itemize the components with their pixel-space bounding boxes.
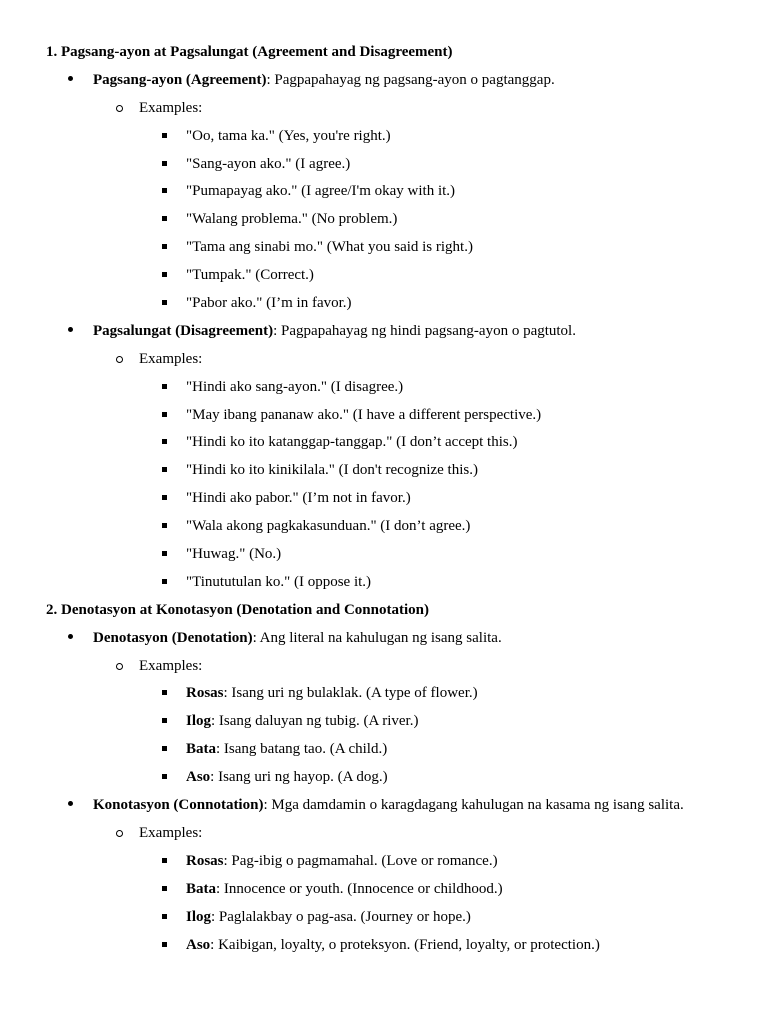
definition: : Pagpapahayag ng hindi pagsang-ayon o pagtutol.: [273, 322, 576, 339]
list-item: [0, 710, 768, 738]
list-item: [0, 822, 768, 850]
section-heading: [0, 599, 768, 627]
example-text: "Hindi ako sang-ayon." (I disagree.): [186, 378, 404, 395]
document-page: [0, 41, 768, 961]
example-text: "Hindi ako pabor." (I’m not in favor.): [186, 490, 411, 507]
definition: : Ang literal na kahulugan ng isang salita.: [252, 629, 502, 646]
bullet-square-icon: [162, 376, 167, 398]
list-item: [0, 571, 768, 599]
bullet-square-icon: [162, 571, 167, 593]
list-item: [0, 655, 768, 683]
example-text: : Isang daluyan ng tubig. (A river.): [211, 713, 419, 730]
list-item: [0, 69, 768, 97]
example-word: Bata: [186, 741, 216, 758]
list-item: [0, 236, 768, 264]
example-text: : Pag-ibig o pagmamahal. (Love or romance.): [223, 852, 498, 869]
example-text: "Walang problema." (No problem.): [186, 211, 398, 228]
term: Pagsalungat (Disagreement): [93, 322, 274, 339]
list-item: [0, 627, 768, 655]
section-heading: [0, 41, 768, 69]
list-item: [0, 208, 768, 236]
examples-label: Examples:: [139, 99, 203, 116]
bullet-square-icon: [162, 292, 167, 314]
example-word: Aso: [186, 936, 211, 953]
bullet-square-icon: [162, 153, 167, 175]
term: Pagsang-ayon (Agreement): [93, 71, 267, 88]
list-item: [0, 292, 768, 320]
example-text: : Innocence or youth. (Innocence or childhood.): [216, 880, 503, 897]
bullet-circle-icon: [116, 349, 123, 371]
bullet-circle-icon: [116, 656, 123, 678]
list-item: [0, 766, 768, 794]
bullet-square-icon: [162, 264, 167, 286]
example-word: Ilog: [186, 908, 212, 925]
list-item: [0, 376, 768, 404]
list-item: [0, 934, 768, 962]
example-text: "Tama ang sinabi mo." (What you said is right.): [186, 239, 473, 256]
example-text: "May ibang pananaw ako." (I have a different perspective.): [186, 406, 542, 423]
list-item: [0, 794, 768, 822]
bullet-square-icon: [162, 738, 167, 760]
list-item: [0, 543, 768, 571]
examples-label: Examples:: [139, 657, 203, 674]
bullet-square-icon: [162, 431, 167, 453]
examples-label: Examples:: [139, 824, 203, 841]
example-text: : Isang batang tao. (A child.): [216, 741, 388, 758]
bullet-square-icon: [162, 236, 167, 258]
example-word: Ilog: [186, 713, 212, 730]
example-text: : Kaibigan, loyalty, o proteksyon. (Friend, loyalty, or protection.): [210, 936, 600, 953]
list-item: [0, 153, 768, 181]
section-title: Pagsang-ayon at Pagsalungat (Agreement and Disagreement): [61, 44, 453, 60]
bullet-square-icon: [162, 208, 167, 230]
bullet-circle-icon: [116, 98, 123, 120]
bullet-square-icon: [162, 515, 167, 537]
example-text: : Isang uri ng hayop. (A dog.): [210, 769, 388, 786]
example-text: "Tinututulan ko." (I oppose it.): [186, 573, 372, 590]
list-item: [0, 515, 768, 543]
bullet-square-icon: [162, 459, 167, 481]
example-word: Rosas: [186, 852, 224, 869]
example-text: "Huwag." (No.): [186, 546, 282, 563]
definition: : Mga damdamin o karagdagang kahulugan na kasama ng isang salita.: [263, 797, 684, 814]
example-text: "Pumapayag ako." (I agree/I'm okay with it.): [186, 183, 456, 200]
bullet-square-icon: [162, 543, 167, 565]
bullet-disc-icon: [68, 627, 73, 649]
list-item: [0, 459, 768, 487]
list-item: [0, 180, 768, 208]
example-word: Aso: [186, 769, 211, 786]
bullet-disc-icon: [68, 320, 73, 342]
bullet-square-icon: [162, 404, 167, 426]
example-text: : Paglalakbay o pag-asa. (Journey or hope.): [211, 908, 471, 925]
bullet-square-icon: [162, 766, 167, 788]
bullet-square-icon: [162, 682, 167, 704]
example-text: : Isang uri ng bulaklak. (A type of flower.): [223, 685, 478, 702]
list-item: [0, 404, 768, 432]
example-text: "Oo, tama ka." (Yes, you're right.): [186, 127, 391, 144]
section-number: 2.: [46, 601, 58, 618]
example-text: "Hindi ko ito katanggap-tanggap." (I don’t accept this.): [186, 434, 518, 451]
term: Denotasyon (Denotation): [93, 629, 253, 646]
bullet-square-icon: [162, 125, 167, 147]
bullet-square-icon: [162, 906, 167, 928]
list-item: [0, 97, 768, 125]
example-word: Rosas: [186, 685, 224, 702]
list-item: [0, 738, 768, 766]
list-item: [0, 906, 768, 934]
list-item: [0, 431, 768, 459]
list-item: [0, 878, 768, 906]
bullet-disc-icon: [68, 69, 73, 91]
list-item: [0, 487, 768, 515]
example-text: "Wala akong pagkakasunduan." (I don’t agree.): [186, 518, 471, 535]
example-text: "Pabor ako." (I’m in favor.): [186, 295, 352, 312]
bullet-square-icon: [162, 180, 167, 202]
example-text: "Hindi ko ito kinikilala." (I don't recognize this.): [186, 462, 478, 479]
list-item: [0, 682, 768, 710]
bullet-circle-icon: [116, 823, 123, 845]
example-word: Bata: [186, 880, 216, 897]
bullet-square-icon: [162, 934, 167, 956]
bullet-square-icon: [162, 487, 167, 509]
section-title: Denotasyon at Konotasyon (Denotation and Connotation): [61, 601, 429, 618]
bullet-square-icon: [162, 878, 167, 900]
term: Konotasyon (Connotation): [93, 797, 264, 814]
list-item: [0, 348, 768, 376]
section-number: 1.: [46, 44, 58, 60]
list-item: [0, 320, 768, 348]
definition: : Pagpapahayag ng pagsang-ayon o pagtanggap.: [266, 71, 555, 88]
bullet-square-icon: [162, 710, 167, 732]
example-text: "Sang-ayon ako." (I agree.): [186, 155, 351, 172]
list-item: [0, 850, 768, 878]
list-item: [0, 125, 768, 153]
list-item: [0, 264, 768, 292]
bullet-square-icon: [162, 850, 167, 872]
example-text: "Tumpak." (Correct.): [186, 267, 314, 284]
examples-label: Examples:: [139, 350, 203, 367]
bullet-disc-icon: [68, 794, 73, 816]
